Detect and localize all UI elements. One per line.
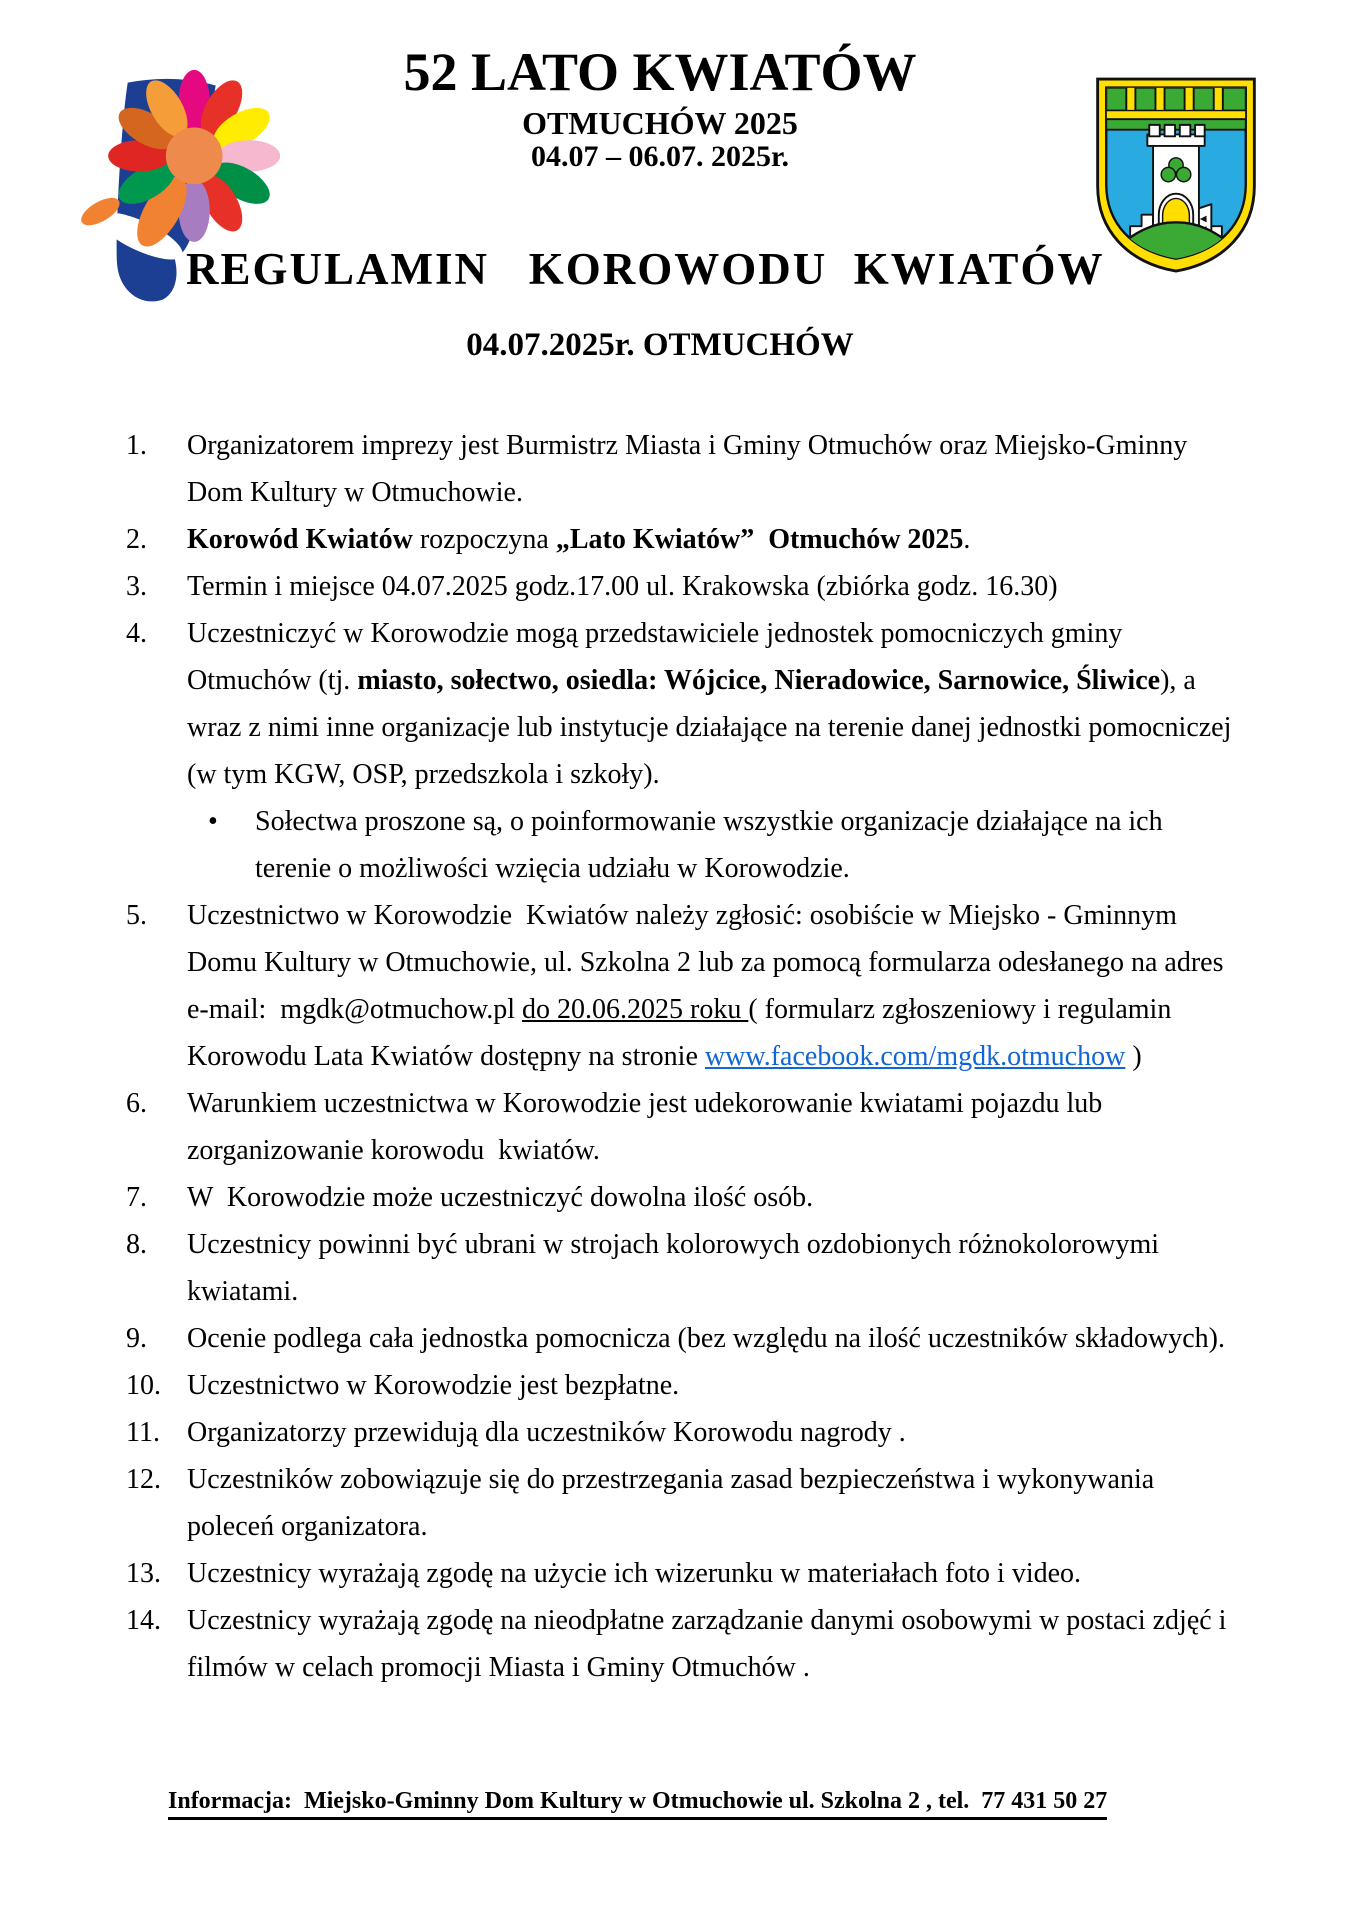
edition-title: 52 LATO KWIATÓW: [403, 42, 917, 102]
list-item-10: [126, 1362, 1286, 1409]
date-range: 04.07 – 06.07. 2025r.: [530, 140, 790, 173]
regulation-list: [126, 422, 1286, 1691]
text-segment: Termin i miejsce 04.07.2025 godz.17.00 ul. Krakowska (zbiórka godz. 16.30): [187, 571, 1058, 602]
text-segment: (w tym KGW, OSP, przedszkola i szkoły).: [187, 759, 660, 790]
list-item-number: 14.: [126, 1605, 161, 1636]
list-item-number: 2.: [126, 524, 147, 555]
text-segment: ( formularz zgłoszeniowy i regulamin: [748, 994, 1172, 1025]
text-segment: zorganizowanie korowodu kwiatów.: [187, 1135, 600, 1166]
text-segment: Korowód Kwiatów: [187, 524, 413, 555]
list-item-9: [126, 1315, 1286, 1362]
list-item-text: [187, 563, 1286, 610]
list-item-text: [187, 1597, 1286, 1691]
list-item-number: 11.: [126, 1417, 160, 1448]
list-item-8: [126, 1221, 1286, 1315]
list-item-number: 3.: [126, 571, 147, 602]
list-item-text: [187, 1174, 1286, 1221]
text-segment: ), a: [1160, 665, 1196, 696]
list-item-text: [187, 1221, 1286, 1315]
text-segment: Dom Kultury w Otmuchowie.: [187, 477, 523, 508]
text-segment: filmów w celach promocji Miasta i Gminy Otmuchów .: [187, 1652, 810, 1683]
list-item-number: 12.: [126, 1464, 161, 1495]
text-segment: Uczestnicy wyrażają zgodę na nieodpłatne zarządzanie danymi osobowymi w postaci zdjęć i: [187, 1605, 1227, 1636]
list-item-number: 5.: [126, 900, 147, 931]
document-header: [260, 28, 1060, 173]
list-item-number: 13.: [126, 1558, 161, 1589]
city-year: OTMUCHÓW 2025: [522, 105, 798, 141]
text-segment: rozpoczyna: [412, 524, 556, 555]
text-segment: W Korowodzie może uczestniczyć dowolna ilość osób.: [187, 1182, 814, 1213]
list-item-6: [126, 1080, 1286, 1174]
text-segment: Otmuchów (tj.: [187, 665, 358, 696]
text-segment: wraz z nimi inne organizacje lub instytucje działające na terenie danej jednostki pomocniczej: [187, 712, 1232, 743]
list-item-11: [126, 1409, 1286, 1456]
text-segment: do 20.06.2025 roku: [522, 994, 749, 1025]
otmuchow-coat-of-arms-icon: [1090, 70, 1262, 282]
list-item-number: 10.: [126, 1370, 161, 1401]
list-item-13: [126, 1550, 1286, 1597]
text-segment: Uczestników zobowiązuje się do przestrzegania zasad bezpieczeństwa i wykonywania: [187, 1464, 1155, 1495]
list-item-3: [126, 563, 1286, 610]
list-item-4: [126, 610, 1286, 798]
list-bullet-item: [208, 798, 1286, 892]
list-item-text: [187, 610, 1286, 798]
text-segment: Organizatorem imprezy jest Burmistrz Miasta i Gminy Otmuchów oraz Miejsko-Gminny: [187, 430, 1188, 461]
text-segment: e-mail: mgdk@otmuchow.pl: [187, 994, 523, 1025]
text-segment: terenie o możliwości wzięcia udziału w Korowodzie.: [255, 853, 850, 884]
page-title: REGULAMIN KOROWODU KWIATÓW: [186, 244, 1105, 294]
list-item-7: [126, 1174, 1286, 1221]
list-item-number: 8.: [126, 1229, 147, 1260]
list-item-5: [126, 892, 1286, 1080]
text-segment: .: [963, 524, 971, 555]
footer-info-text: Informacja: Miejsko-Gminny Dom Kultury w Otmuchowie ul. Szkolna 2 , tel. 77 431 50 27: [168, 1788, 1107, 1820]
list-item-14: [126, 1597, 1286, 1691]
event-date-place: 04.07.2025r. OTMUCHÓW: [466, 327, 854, 363]
text-segment: Uczestniczyć w Korowodzie mogą przedstawiciele jednostek pomocniczych gminy: [187, 618, 1123, 649]
text-segment: Uczestnicy powinni być ubrani w strojach kolorowych ozdobionych różnokolorowymi: [187, 1229, 1160, 1260]
list-item-text: [187, 1080, 1286, 1174]
list-item-1: [126, 422, 1286, 516]
text-segment: Sołectwa proszone są, o poinformowanie wszystkie organizacje działające na ich: [255, 806, 1163, 837]
list-item-text: [187, 1315, 1286, 1362]
text-segment: kwiatami.: [187, 1276, 299, 1307]
text-segment: „Lato Kwiatów” Otmuchów 2025: [555, 524, 964, 555]
list-item-text: [187, 1550, 1286, 1597]
text-segment: Domu Kultury w Otmuchowie, ul. Szkolna 2 lub za pomocą formularza odesłanego na adres: [187, 947, 1224, 978]
text-segment: Uczestnictwo w Korowodzie Kwiatów należy zgłosić: osobiście w Miejsko - Gminnym: [187, 900, 1177, 931]
facebook-link[interactable]: www.facebook.com/mgdk.otmuchow: [704, 1041, 1126, 1072]
list-item-number: 6.: [126, 1088, 147, 1119]
list-item-text: [187, 422, 1286, 516]
text-segment: Korowodu Lata Kwiatów dostępny na stronie: [187, 1041, 705, 1072]
list-item-number: 7.: [126, 1182, 147, 1213]
text-segment: Organizatorzy przewidują dla uczestników Korowodu nagrody .: [187, 1417, 906, 1448]
list-item-text: [187, 1362, 1286, 1409]
list-item-text: [187, 892, 1286, 1080]
footer-info: [144, 1750, 1244, 1852]
list-item-number: 4.: [126, 618, 147, 649]
list-item-text: [187, 1456, 1286, 1550]
text-segment: Warunkiem uczestnictwa w Korowodzie jest udekorowanie kwiatami pojazdu lub: [187, 1088, 1103, 1119]
bullet-marker: •: [208, 806, 218, 837]
list-item-2: [126, 516, 1286, 563]
list-item-text: [187, 516, 1286, 563]
list-item-number: 1.: [126, 430, 147, 461]
text-segment: Ocenie podlega cała jednostka pomocnicza (bez względu na ilość uczestników składowych).: [187, 1323, 1225, 1354]
list-item-text: [187, 1409, 1286, 1456]
text-segment: Uczestnicy wyrażają zgodę na użycie ich wizerunku w materiałach foto i video.: [187, 1558, 1082, 1589]
list-item-number: 9.: [126, 1323, 147, 1354]
text-segment: Uczestnictwo w Korowodzie jest bezpłatne.: [187, 1370, 680, 1401]
list-item-12: [126, 1456, 1286, 1550]
text-segment: poleceń organizatora.: [187, 1511, 428, 1542]
list-item-text: [255, 798, 1286, 892]
text-segment: miasto, sołectwo, osiedla: Wójcice, Nieradowice, Sarnowice, Śliwice: [357, 665, 1161, 696]
text-segment: ): [1125, 1041, 1142, 1072]
